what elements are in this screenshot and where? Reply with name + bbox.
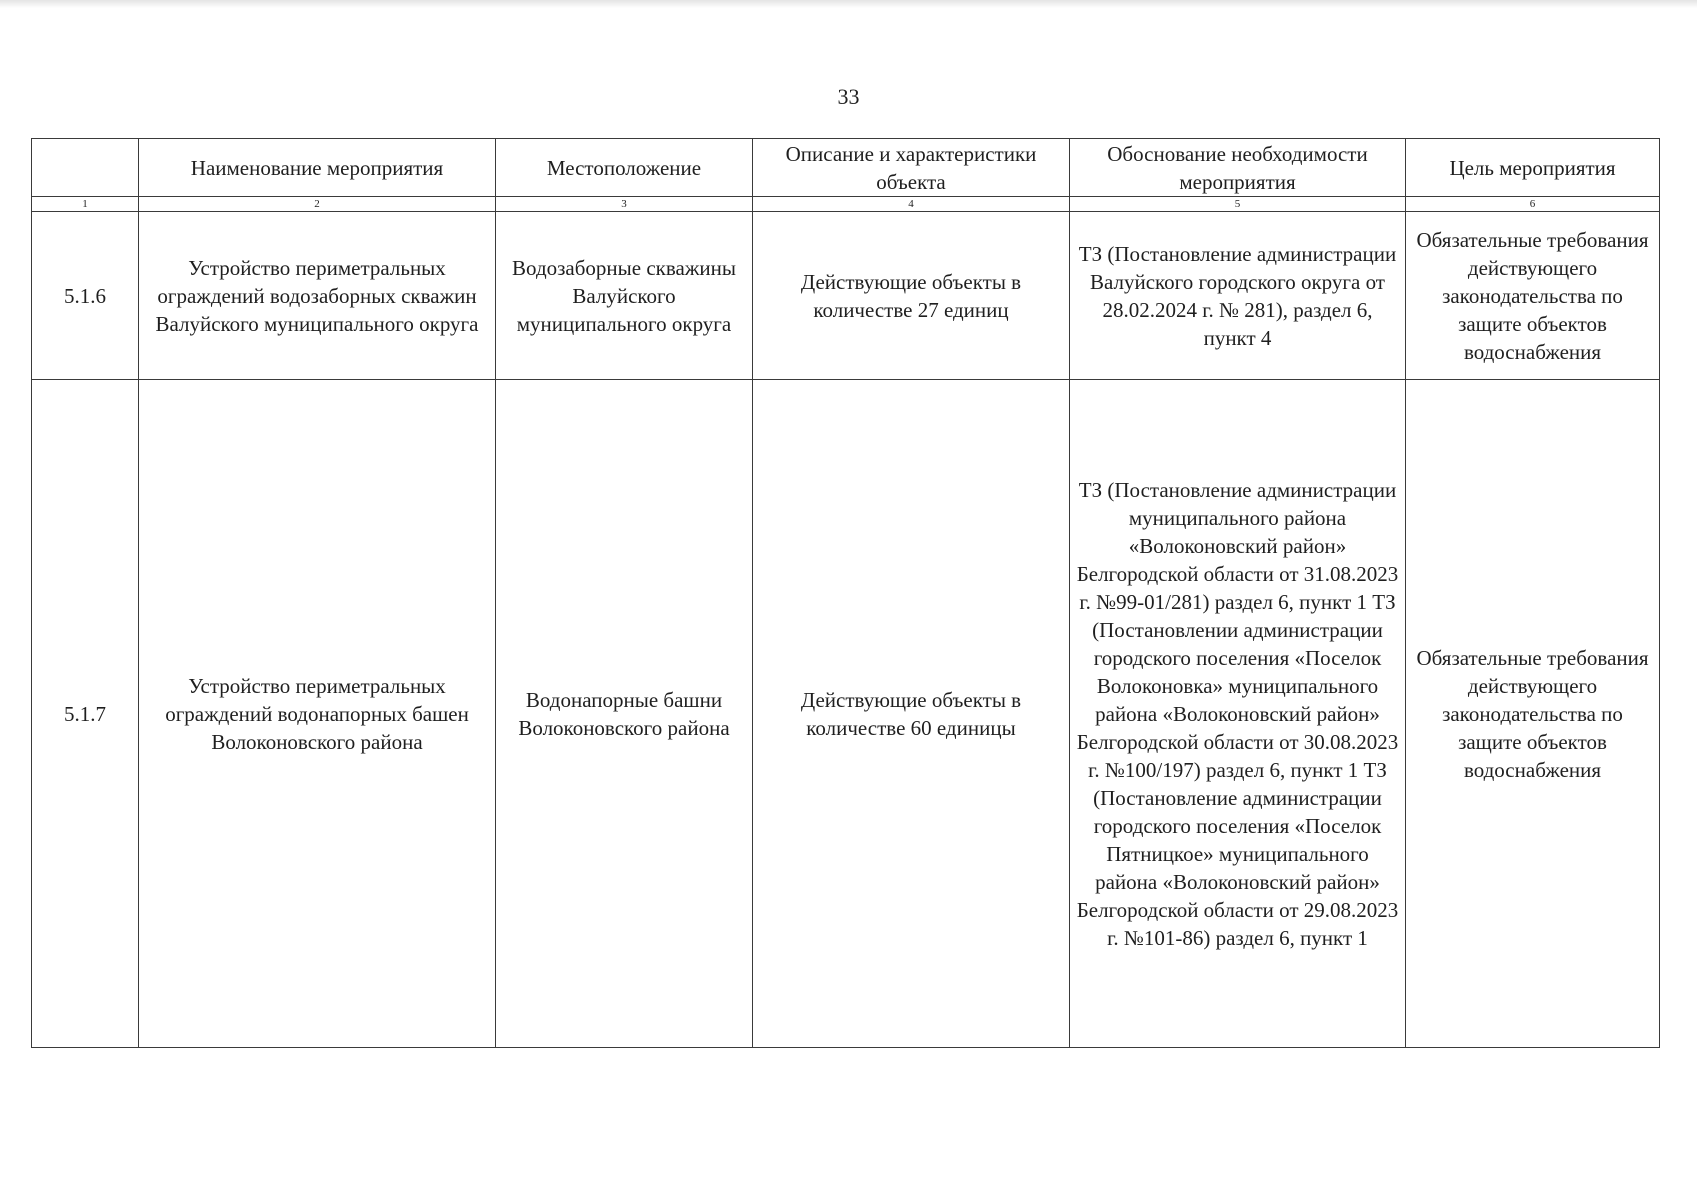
table-row <box>32 380 1660 1048</box>
header-cell-justification: Обоснование необходимости мероприятия <box>1070 139 1406 197</box>
object-description: Действующие объекты в количестве 27 единиц <box>753 212 1070 380</box>
table-row <box>32 212 1660 380</box>
column-number: 5 <box>1070 197 1406 212</box>
row-number: 5.1.6 <box>32 212 139 380</box>
row-number: 5.1.7 <box>32 380 139 1048</box>
measure-justification: ТЗ (Постановление администрации Валуйского городского округа от 28.02.2024 г. № 281), раздел 6, пункт 4 <box>1070 212 1406 380</box>
column-number: 2 <box>139 197 496 212</box>
page-number: 33 <box>837 84 860 109</box>
measure-name: Устройство периметральных ограждений водонапорных башен Волоконовского района <box>139 380 496 1048</box>
measures-table <box>31 138 1660 1048</box>
column-number: 4 <box>753 197 1070 212</box>
measure-location: Водозаборные скважины Валуйского муниципального округа <box>496 212 753 380</box>
measure-location: Водонапорные башни Волоконовского района <box>496 380 753 1048</box>
measure-goal: Обязательные требования действующего законодательства по защите объектов водоснабжения <box>1406 380 1660 1048</box>
measure-goal: Обязательные требования действующего законодательства по защите объектов водоснабжения <box>1406 212 1660 380</box>
column-number: 3 <box>496 197 753 212</box>
scan-edge-shade <box>0 0 1697 8</box>
measure-justification: ТЗ (Постановление администрации муниципального района «Волоконовский район» Белгородской области от 31.08.2023 г. №99-01/281) раздел 6, пункт 1 ТЗ (Постановлении администрации городского поселения «Поселок Волоконовка» муниципального района «Волоконовский район» Белгородской области от 30.08.2023 г. №100/197) раздел 6, пункт 1 ТЗ (Постановление администрации городского поселения «Поселок Пятницкое» муниципального района «Волоконовский район» Белгородской области от 29.08.2023 г. №101-86) раздел 6, пункт 1 <box>1070 380 1406 1048</box>
measure-name: Устройство периметральных ограждений водозаборных скважин Валуйского муниципального округа <box>139 212 496 380</box>
object-description: Действующие объекты в количестве 60 единицы <box>753 380 1070 1048</box>
header-cell-goal: Цель мероприятия <box>1406 139 1660 197</box>
header-cell-name: Наименование мероприятия <box>139 139 496 197</box>
header-cell-location: Местоположение <box>496 139 753 197</box>
table-header-row <box>32 139 1660 197</box>
header-cell-description: Описание и характеристики объекта <box>753 139 1070 197</box>
column-number: 1 <box>32 197 139 212</box>
column-number-row <box>32 197 1660 212</box>
column-number: 6 <box>1406 197 1660 212</box>
header-cell-number <box>32 139 139 197</box>
